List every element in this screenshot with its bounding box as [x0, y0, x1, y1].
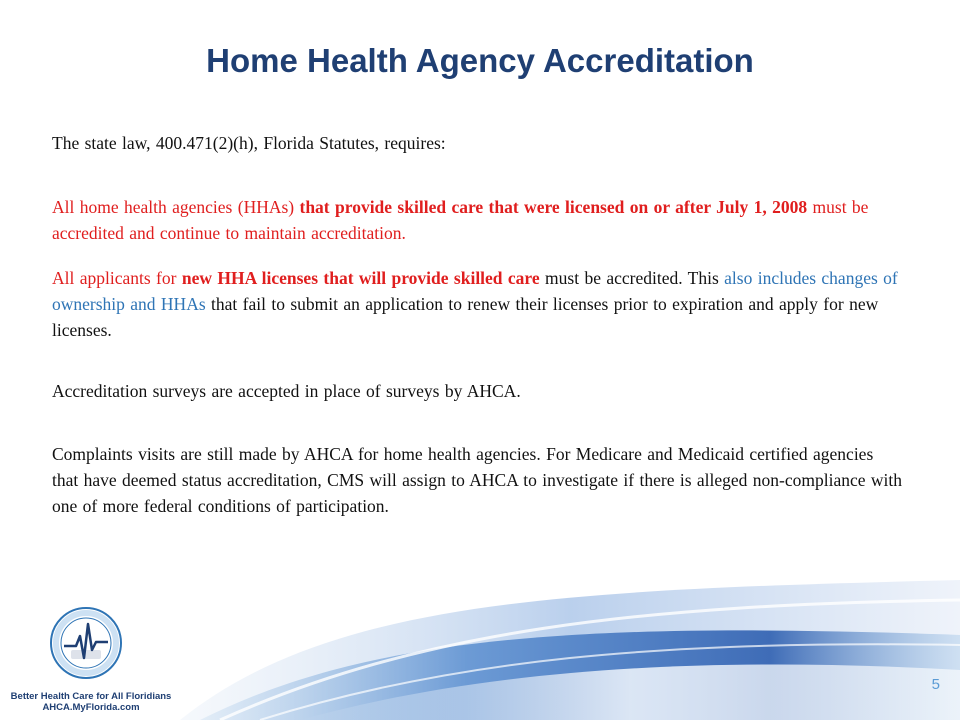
- applicants-text-d: also includes changes of ownership and HHAs: [52, 268, 898, 314]
- applicants-paragraph: [52, 265, 902, 343]
- requirement-paragraph: [52, 194, 902, 246]
- applicants-text-b: new HHA licenses that will provide skilled care: [181, 268, 540, 288]
- statute-paragraph: The state law, 400.471(2)(h), Florida Statutes, requires:: [52, 133, 446, 153]
- applicants-text-a: All applicants for: [52, 268, 182, 288]
- tagline-line-1: Better Health Care for All Floridians: [10, 691, 172, 702]
- requirement-text-b: that provide skilled care that were licensed on or after July 1, 2008: [299, 197, 813, 217]
- logo-tagline: [6, 691, 176, 713]
- surveys-paragraph: Accreditation surveys are accepted in place of surveys by AHCA.: [52, 381, 521, 401]
- slide-number: 5: [931, 676, 940, 693]
- applicants-text-c: must be accredited. This: [539, 268, 725, 288]
- complaints-paragraph: Complaints visits are still made by AHCA for home health agencies. For Medicare and Medicaid certified agencies that have deemed status accreditation, CMS will assign to AHCA to investigate if there is alleged non-compliance with one of more federal conditions of participation.: [52, 444, 903, 516]
- ahca-logo: [34, 606, 138, 680]
- website-url: AHCA.MyFlorida.com: [42, 702, 140, 713]
- applicants-text-e: that fail to submit an application to renew their licenses prior to expiration and apply for new licenses.: [52, 294, 879, 340]
- requirement-text-a: All home health agencies (HHAs): [52, 197, 300, 217]
- requirement-text-c: must be accredited and continue to maintain accreditation.: [52, 197, 869, 243]
- slide-title: Home Health Agency Accreditation: [206, 42, 754, 79]
